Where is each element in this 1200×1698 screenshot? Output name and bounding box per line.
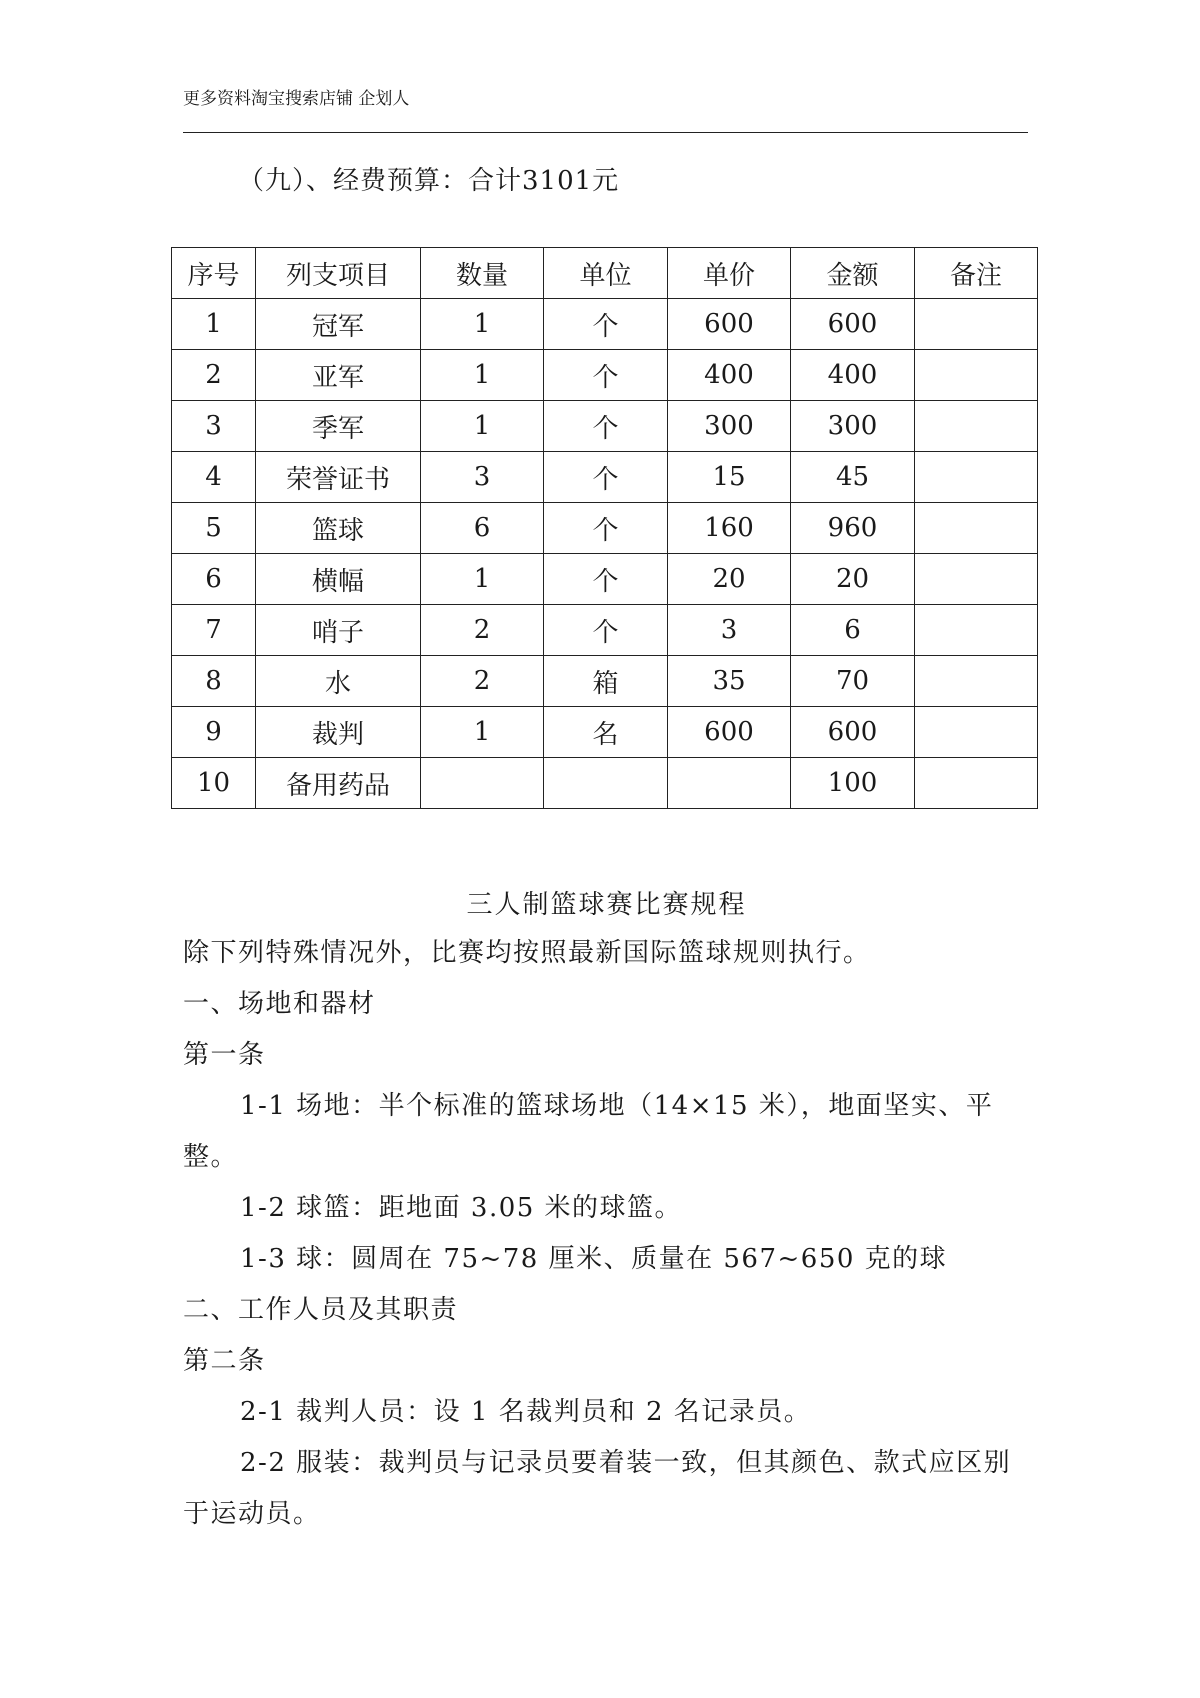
table-cell [915, 554, 1038, 605]
table-cell: 600 [668, 299, 791, 350]
table-cell: 6 [172, 554, 256, 605]
page-header: 更多资料淘宝搜索店铺 企划人 [183, 89, 410, 109]
intro-paragraph: 除下列特殊情况外，比赛均按照最新国际篮球规则执行。 [183, 938, 871, 968]
table-cell: 3 [421, 452, 544, 503]
clause-1-1: 1-1 场地：半个标准的篮球场地（14×15 米），地面坚实、平 [240, 1091, 994, 1121]
table-cell [668, 758, 791, 809]
table-cell: 400 [668, 350, 791, 401]
table-cell: 8 [172, 656, 256, 707]
table-cell: 4 [172, 452, 256, 503]
column-header: 金额 [791, 248, 915, 299]
table-cell: 1 [421, 299, 544, 350]
table-cell [915, 656, 1038, 707]
table-cell: 哨子 [256, 605, 421, 656]
table-cell [915, 350, 1038, 401]
table-cell: 1 [421, 350, 544, 401]
table-cell: 20 [668, 554, 791, 605]
table-cell: 960 [791, 503, 915, 554]
table-cell: 2 [421, 656, 544, 707]
table-cell: 600 [791, 299, 915, 350]
table-cell: 2 [421, 605, 544, 656]
table-cell: 6 [791, 605, 915, 656]
table-cell: 6 [421, 503, 544, 554]
table-cell [915, 299, 1038, 350]
clause-2-1: 2-1 裁判人员：设 1 名裁判员和 2 名记录员。 [240, 1397, 812, 1427]
article-heading: 第二条 [183, 1346, 266, 1376]
table-cell: 10 [172, 758, 256, 809]
table-cell: 45 [791, 452, 915, 503]
table-cell: 1 [421, 554, 544, 605]
table-row [172, 452, 1038, 503]
table-cell: 个 [544, 299, 668, 350]
table-row [172, 350, 1038, 401]
column-header: 单位 [544, 248, 668, 299]
table-cell: 600 [791, 707, 915, 758]
table-cell: 300 [791, 401, 915, 452]
table-cell [915, 401, 1038, 452]
table-cell: 3 [172, 401, 256, 452]
table-cell: 5 [172, 503, 256, 554]
table-cell: 9 [172, 707, 256, 758]
table-cell: 160 [668, 503, 791, 554]
table-row [172, 656, 1038, 707]
clause-1-2: 1-2 球篮：距地面 3.05 米的球篮。 [240, 1193, 683, 1223]
table-cell: 横幅 [256, 554, 421, 605]
header-divider [183, 132, 1028, 133]
table-cell: 35 [668, 656, 791, 707]
table-cell: 1 [172, 299, 256, 350]
table-cell: 荣誉证书 [256, 452, 421, 503]
rules-title: 三人制篮球赛比赛规程 [466, 890, 747, 920]
table-cell [915, 707, 1038, 758]
table-row [172, 401, 1038, 452]
table-row [172, 299, 1038, 350]
budget-table [171, 247, 1038, 809]
table-cell: 20 [791, 554, 915, 605]
table-cell: 7 [172, 605, 256, 656]
table-cell: 15 [668, 452, 791, 503]
table-cell: 亚军 [256, 350, 421, 401]
clause-1-3: 1-3 球：圆周在 75~78 厘米、质量在 567~650 克的球 [240, 1244, 948, 1274]
table-cell: 100 [791, 758, 915, 809]
table-cell [544, 758, 668, 809]
table-cell [915, 452, 1038, 503]
table-row [172, 707, 1038, 758]
table-cell: 600 [668, 707, 791, 758]
column-header: 备注 [915, 248, 1038, 299]
clause-1-1-continued: 整。 [183, 1142, 239, 1172]
table-cell: 2 [172, 350, 256, 401]
table-cell: 冠军 [256, 299, 421, 350]
table-cell: 个 [544, 350, 668, 401]
column-header: 列支项目 [256, 248, 421, 299]
table-cell: 1 [421, 401, 544, 452]
table-cell: 400 [791, 350, 915, 401]
table-cell: 个 [544, 605, 668, 656]
table-cell: 名 [544, 707, 668, 758]
table-cell [421, 758, 544, 809]
table-row [172, 554, 1038, 605]
column-header: 数量 [421, 248, 544, 299]
table-cell: 3 [668, 605, 791, 656]
column-header: 单价 [668, 248, 791, 299]
table-cell [915, 503, 1038, 554]
table-row [172, 605, 1038, 656]
table-cell: 1 [421, 707, 544, 758]
column-header: 序号 [172, 248, 256, 299]
part-heading: 二、工作人员及其职责 [183, 1295, 459, 1325]
budget-section-title: （九）、经费预算：合计3101元 [238, 166, 620, 196]
table-header-row [172, 248, 1038, 299]
table-cell: 水 [256, 656, 421, 707]
table-row [172, 503, 1038, 554]
table-cell: 箱 [544, 656, 668, 707]
table-cell [915, 758, 1038, 809]
table-cell [915, 605, 1038, 656]
table-cell: 季军 [256, 401, 421, 452]
article-heading: 第一条 [183, 1040, 266, 1070]
table-cell: 裁判 [256, 707, 421, 758]
table-cell: 300 [668, 401, 791, 452]
part-heading: 一、场地和器材 [183, 989, 376, 1019]
table-cell: 70 [791, 656, 915, 707]
clause-2-2-continued: 于运动员。 [183, 1499, 321, 1529]
table-cell: 个 [544, 401, 668, 452]
table-cell: 个 [544, 503, 668, 554]
table-cell: 个 [544, 452, 668, 503]
clause-2-2: 2-2 服装：裁判员与记录员要着装一致，但其颜色、款式应区别 [240, 1448, 1012, 1478]
table-row [172, 758, 1038, 809]
table-cell: 个 [544, 554, 668, 605]
table-cell: 篮球 [256, 503, 421, 554]
table-cell: 备用药品 [256, 758, 421, 809]
